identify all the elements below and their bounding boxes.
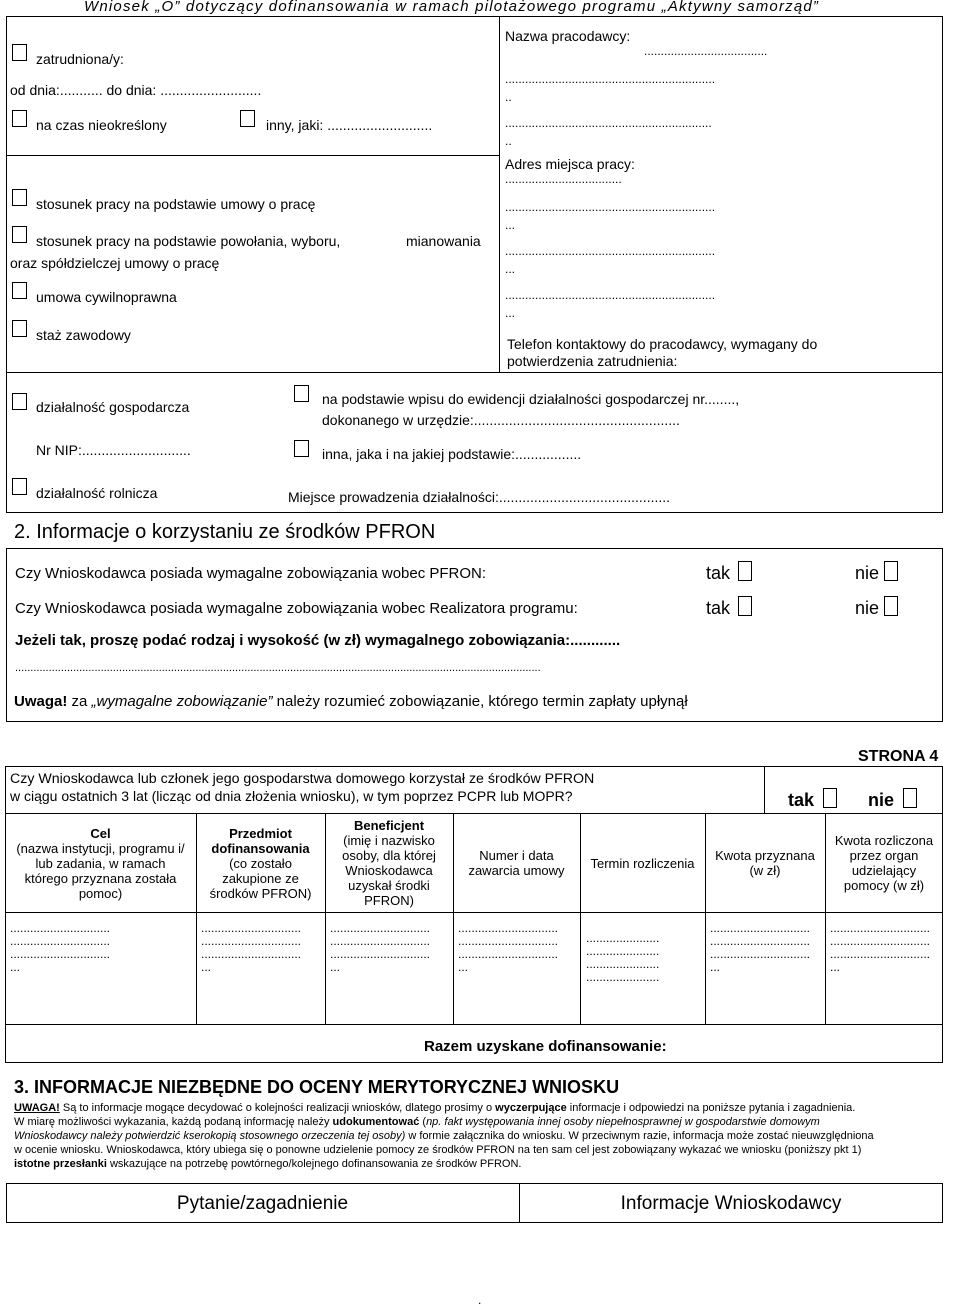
employer-name-line[interactable]: .. <box>505 90 512 104</box>
work-address-line[interactable]: ... <box>505 218 516 232</box>
appointment-nomination: mianowania <box>406 233 481 249</box>
employed-checkbox[interactable] <box>12 44 27 61</box>
nip-field[interactable]: Nr NIP:............................ <box>36 442 191 458</box>
realizator-obligation-yes-checkbox[interactable] <box>738 596 752 616</box>
vertical-divider <box>764 766 765 814</box>
pfron-info-heading: 2. Informacje o korzystaniu ze środków PFRON <box>14 521 436 543</box>
work-address-line[interactable]: ............................................................... <box>505 288 716 302</box>
table-row-divider <box>5 1024 943 1025</box>
table-cell[interactable]: .............................. .............................. .............................. ... <box>330 921 431 974</box>
work-address-line[interactable]: ............................................................... <box>505 200 716 214</box>
contract-work-checkbox[interactable] <box>12 189 27 206</box>
contract-work-label: stosunek pracy na podstawie umowy o pracę <box>36 196 316 212</box>
table-cell[interactable]: .............................. .............................. .............................. ... <box>830 921 931 974</box>
appointment-label: stosunek pracy na podstawie powołania, wyboru, <box>36 233 341 249</box>
other-basis-label[interactable]: inna, jaka i na jakiej podstawie:................. <box>322 446 582 462</box>
other-basis-checkbox[interactable] <box>294 440 309 457</box>
employer-name-line[interactable]: .............................................................. <box>505 116 712 130</box>
section-3-heading: 3. INFORMACJE NIEZBĘDNE DO OCENY MERYTORYCZNEJ WNIOSKU <box>14 1077 620 1097</box>
pfron-obligation-yes-label: tak <box>706 563 731 583</box>
business-activity-checkbox[interactable] <box>12 393 27 410</box>
obligation-note <box>14 693 688 710</box>
section-3-instructions <box>14 1101 944 1171</box>
other-term-label[interactable]: inny, jaki: ........................... <box>266 117 433 133</box>
col-header-question: Pytanie/zagadnienie <box>176 1192 349 1214</box>
horizontal-divider <box>6 155 500 156</box>
col-header-text: (nazwa instytucji, programu i/ lub zadania, w ramach którego przyznana została pomoc) <box>16 840 185 901</box>
internship-label: staż zawodowy <box>36 327 131 343</box>
instructions-italic: Wnioskodawcy należy potwierdzić kserokopią stosownego orzeczenia tej osoby) <box>14 1130 406 1142</box>
obligation-note-text-2: należy rozumieć zobowiązanie, którego termin zapłaty upłynął <box>272 693 688 710</box>
agricultural-activity-checkbox[interactable] <box>12 478 27 495</box>
vertical-divider <box>499 16 500 373</box>
instructions-text: Są to informacje mogące decydować o kolejności realizacji wniosków, dlatego prosimy o <box>59 1102 496 1114</box>
appointment-checkbox[interactable] <box>12 226 27 243</box>
employer-phone-label-2: potwierdzenia zatrudnienia: <box>507 353 678 369</box>
instructions-italic: np. fakt występowania innej osoby niepełnosprawnej w gospodarstwie domowym <box>426 1116 820 1128</box>
instructions-text: w formie załącznika do wniosku. W przeciwnym razie, informacja może zostać nieuwzględniona <box>405 1130 874 1142</box>
table-cell[interactable]: .............................. .............................. .............................. ... <box>10 921 111 974</box>
col-header-contract: Numer i data zawarcia umowy <box>468 848 565 878</box>
form-header-title: Wniosek „O” dotyczący dofinansowania w ramach pilotażowego programu „Aktywny samorząd” <box>84 0 820 15</box>
realizator-obligation-question: Czy Wnioskodawca posiada wymagalne zobowiązania wobec Realizatora programu: <box>15 600 578 617</box>
business-activity-label: działalność gospodarcza <box>36 399 190 415</box>
work-address-line[interactable]: ............................................................... <box>505 244 716 258</box>
obligation-note-bold: Uwaga! <box>14 693 68 710</box>
other-term-checkbox[interactable] <box>240 110 255 127</box>
pfron-obligation-no-checkbox[interactable] <box>884 561 898 581</box>
civil-contract-checkbox[interactable] <box>12 282 27 299</box>
col-header-text: (imię i nazwisko osoby, dla której Wnioskodawca uzyskał środki PFRON) <box>342 833 436 908</box>
internship-checkbox[interactable] <box>12 320 27 337</box>
table-row-divider <box>5 912 943 913</box>
col-header-settlement-date: Termin rozliczenia <box>590 855 695 871</box>
employer-name-dots[interactable]: ..................................... <box>644 44 768 58</box>
total-funding-label: Razem uzyskane dofinansowanie: <box>424 1038 667 1055</box>
horizontal-divider <box>6 372 943 373</box>
instructions-text: ( <box>419 1116 427 1128</box>
employer-name-line[interactable]: .. <box>505 134 512 148</box>
instructions-text: informacje i odpowiedzi na poniższe pytania i zagadnienia. <box>566 1102 856 1114</box>
work-address-line[interactable]: ... <box>505 306 516 320</box>
col-header-applicant-info: Informacje Wnioskodawcy <box>620 1192 842 1214</box>
table-cell[interactable]: ...................... ...................... ...................... ...................... <box>586 931 660 984</box>
registry-checkbox[interactable] <box>294 385 309 402</box>
employed-label: zatrudniona/y: <box>36 51 124 67</box>
table-cell[interactable]: .............................. .............................. .............................. ... <box>710 921 811 974</box>
assistance-question-2: w ciągu ostatnich 3 lat (licząc od dnia złożenia wniosku), w tym poprzez PCPR lub MOPR? <box>10 788 573 804</box>
page-number: STRONA 4 <box>858 748 939 765</box>
realizator-obligation-no-label: nie <box>855 598 880 618</box>
table-cell[interactable]: .............................. .............................. .............................. ... <box>458 921 559 974</box>
obligation-note-text: za <box>67 693 92 710</box>
work-address-label: Adres miejsca pracy: <box>505 156 635 172</box>
civil-contract-label: umowa cywilnoprawna <box>36 289 177 305</box>
col-header-bold: Cel <box>90 825 111 841</box>
col-header-purpose <box>5 814 196 912</box>
employer-name-line[interactable]: ............................................................... <box>505 72 716 86</box>
assistance-yes-checkbox[interactable] <box>823 788 837 808</box>
registry-label[interactable]: na podstawie wpisu do ewidencji działalności gospodarczej nr........, <box>322 391 740 407</box>
appointment-label-2: oraz spółdzielczej umowy o pracę <box>10 255 220 271</box>
registry-office[interactable]: dokonanego w urzędzie:..................................................... <box>322 412 680 428</box>
employment-dates[interactable]: od dnia:........... do dnia: .......................... <box>10 82 262 98</box>
indefinite-label: na czas nieokreślony <box>36 117 167 133</box>
indefinite-checkbox[interactable] <box>12 110 27 127</box>
employer-name-label: Nazwa pracodawcy: <box>505 28 631 44</box>
col-header-beneficiary <box>325 814 453 912</box>
pfron-obligation-yes-checkbox[interactable] <box>738 561 752 581</box>
instructions-text: wskazujące na potrzebę powtórnego/kolejnego dofinansowania ze środków PFRON. <box>106 1158 522 1170</box>
obligation-note-italic: „wymagalne zobowiązanie” <box>91 693 273 710</box>
pfron-obligation-no-label: nie <box>855 563 880 583</box>
work-address-line[interactable]: ... <box>505 262 516 276</box>
obligation-details-dots[interactable]: ............................................................................................................................................................................ <box>15 662 541 674</box>
pfron-obligation-question: Czy Wnioskodawca posiada wymagalne zobowiązania wobec PFRON: <box>15 565 487 582</box>
col-header-bold: Przedmiot dofinansowania <box>211 825 310 856</box>
business-place-field[interactable]: Miejsce prowadzenia działalności:............................................ <box>288 489 671 505</box>
agricultural-activity-label: działalność rolnicza <box>36 485 158 501</box>
assistance-no-checkbox[interactable] <box>903 788 917 808</box>
instructions-text: w ocenie wniosku. Wnioskodawca, który ubiega się o ponowne udzielenie pomocy ze środków PFRON na ten sam cel jest zobowiązany wykazać we wniosku (poniższy pkt 1) <box>14 1144 862 1156</box>
col-header-bold: Beneficjent <box>353 818 425 833</box>
col-header-granted-amount: Kwota przyznana (w zł) <box>715 848 815 878</box>
assistance-yes-label: tak <box>788 790 815 810</box>
realizator-obligation-yes-label: tak <box>706 598 731 618</box>
obligation-details-field[interactable]: Jeżeli tak, proszę podać rodzaj i wysokość (w zł) wymagalnego zobowiązania:............ <box>15 632 621 649</box>
instructions-bold: udokumentować <box>332 1116 420 1128</box>
work-address-dots[interactable]: ................................... <box>505 172 622 186</box>
instructions-warning: UWAGA! <box>14 1102 60 1114</box>
table-cell[interactable]: .............................. .............................. .............................. ... <box>201 921 302 974</box>
instructions-bold: istotne przesłanki <box>14 1158 107 1170</box>
employer-phone-label: Telefon kontaktowy do pracodawcy, wymagany do <box>507 336 818 352</box>
col-header-settled-amount: Kwota rozliczona przez organ udzielający pomocy (w zł) <box>834 833 934 893</box>
col-header-subject <box>196 814 325 912</box>
footer-dot: . <box>478 1293 482 1307</box>
instructions-bold: wyczerpujące <box>495 1102 567 1114</box>
instructions-text: W miarę możliwości wykazania, każdą podaną informację należy <box>14 1116 333 1128</box>
realizator-obligation-no-checkbox[interactable] <box>884 596 898 616</box>
col-header-text: (co zostało zakupione ze środków PFRON) <box>209 855 312 901</box>
assistance-question: Czy Wnioskodawca lub członek jego gospodarstwa domowego korzystał ze środków PFRON <box>10 771 595 787</box>
assistance-no-label: nie <box>868 790 895 810</box>
